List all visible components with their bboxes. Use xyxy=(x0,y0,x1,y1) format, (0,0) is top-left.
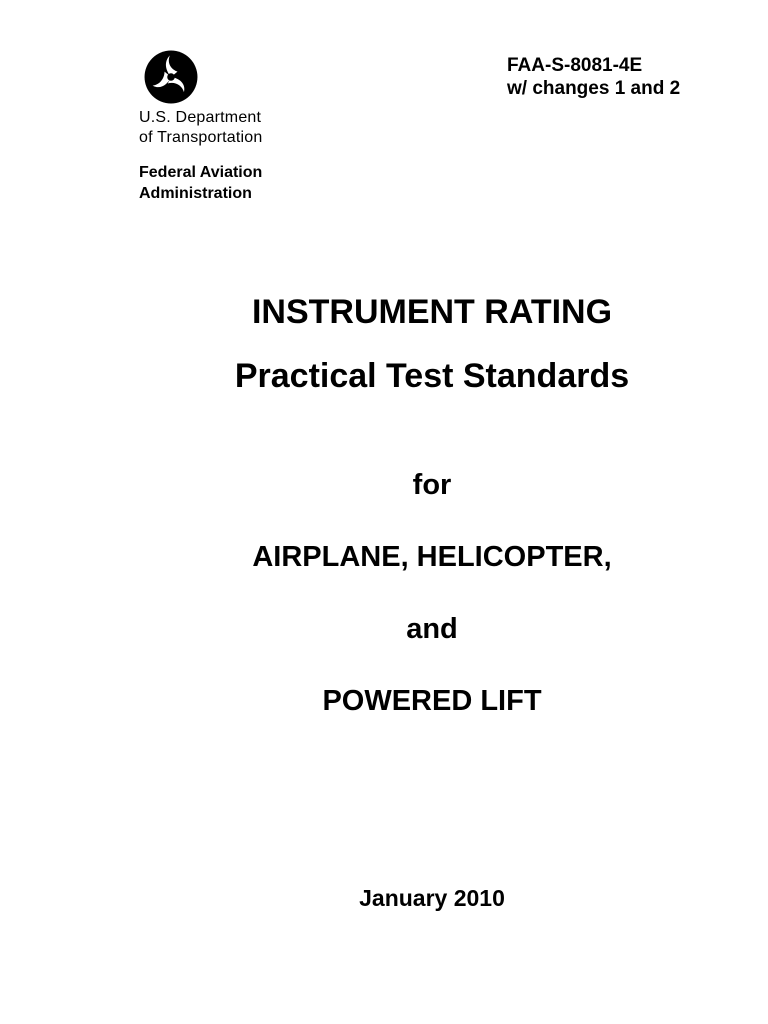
title-line-2: Practical Test Standards xyxy=(234,357,630,395)
subtitle-aircraft-line-2: POWERED LIFT xyxy=(322,685,542,717)
agency-name xyxy=(139,162,262,204)
subtitle-for: for xyxy=(412,469,452,501)
document-identifier xyxy=(507,54,680,100)
agency-line-1: Federal Aviation xyxy=(139,164,263,181)
document-changes: w/ changes 1 and 2 xyxy=(507,78,681,99)
publication-date: January 2010 xyxy=(359,885,505,911)
department-name xyxy=(139,108,262,148)
agency-line-2: Administration xyxy=(139,185,252,202)
subtitle-and: and xyxy=(406,613,458,645)
document-number: FAA-S-8081-4E xyxy=(507,55,643,76)
department-line-1: U.S. Department xyxy=(139,109,262,126)
dot-triskelion-logo-icon xyxy=(144,50,198,104)
title-line-1: INSTRUMENT RATING xyxy=(251,293,613,331)
department-line-2: of Transportation xyxy=(139,129,263,146)
subtitle-aircraft-line-1: AIRPLANE, HELICOPTER, xyxy=(252,541,612,573)
